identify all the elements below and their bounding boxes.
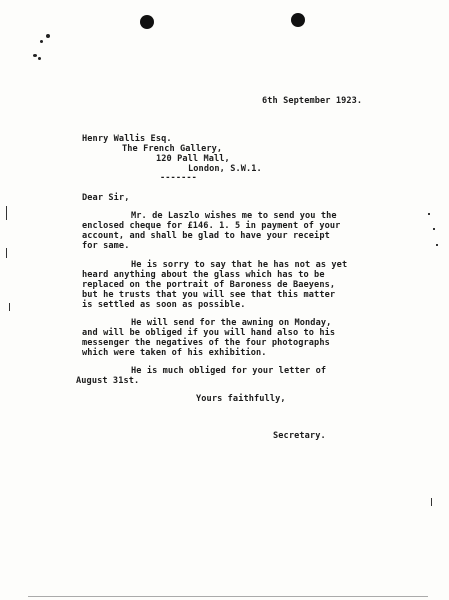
- ink-speck: [40, 40, 43, 43]
- edge-mark: [6, 206, 7, 220]
- paragraph-line: messenger the negatives of the four photographs: [82, 338, 330, 348]
- paragraph-line: replaced on the portrait of Baroness de Baeyens,: [82, 280, 336, 290]
- paragraph-line: for same.: [82, 241, 130, 251]
- edge-mark: [28, 596, 428, 597]
- paragraph-line: He is much obliged for your letter of: [131, 366, 327, 376]
- edge-mark: [428, 213, 430, 215]
- ink-speck: [33, 54, 37, 57]
- signature-line: Secretary.: [273, 431, 326, 441]
- paragraph-line: enclosed cheque for £146. 1. 5 in payment of your: [82, 221, 341, 231]
- paragraph-line: August 31st.: [76, 376, 140, 386]
- paragraph-line: is settled as soon as possible.: [82, 300, 246, 310]
- edge-mark: [6, 248, 7, 258]
- paragraph-line: but he trusts that you will see that this matter: [82, 290, 336, 300]
- punch-hole-left: [140, 15, 154, 29]
- complimentary-close: Yours faithfully,: [196, 394, 286, 404]
- paragraph-line: and will be obliged if you will hand also to his: [82, 328, 336, 338]
- paragraph-line: account, and shall be glad to have your receipt: [82, 231, 330, 241]
- paragraph-line: He is sorry to say that he has not as yet: [131, 260, 348, 270]
- edge-mark: [436, 244, 438, 246]
- paragraph-line: which were taken of his exhibition.: [82, 348, 267, 358]
- edge-mark: [9, 303, 10, 311]
- punch-hole-right: [291, 13, 305, 27]
- ink-speck: [38, 57, 41, 60]
- recipient-organisation: The French Gallery,: [122, 144, 223, 154]
- ink-speck: [46, 34, 50, 38]
- address-rule: -------: [160, 173, 197, 183]
- edge-mark: [433, 228, 435, 230]
- letter-date: 6th September 1923.: [262, 96, 363, 106]
- paragraph-line: heard anything about the glass which has to be: [82, 270, 325, 280]
- recipient-name: Henry Wallis Esq.: [82, 134, 172, 144]
- edge-mark: [431, 498, 432, 506]
- recipient-city: London, S.W.1.: [188, 164, 262, 174]
- salutation: Dear Sir,: [82, 193, 130, 203]
- recipient-street: 120 Pall Mall,: [156, 154, 230, 164]
- paragraph-line: He will send for the awning on Monday,: [131, 318, 332, 328]
- paragraph-line: Mr. de Laszlo wishes me to send you the: [131, 211, 337, 221]
